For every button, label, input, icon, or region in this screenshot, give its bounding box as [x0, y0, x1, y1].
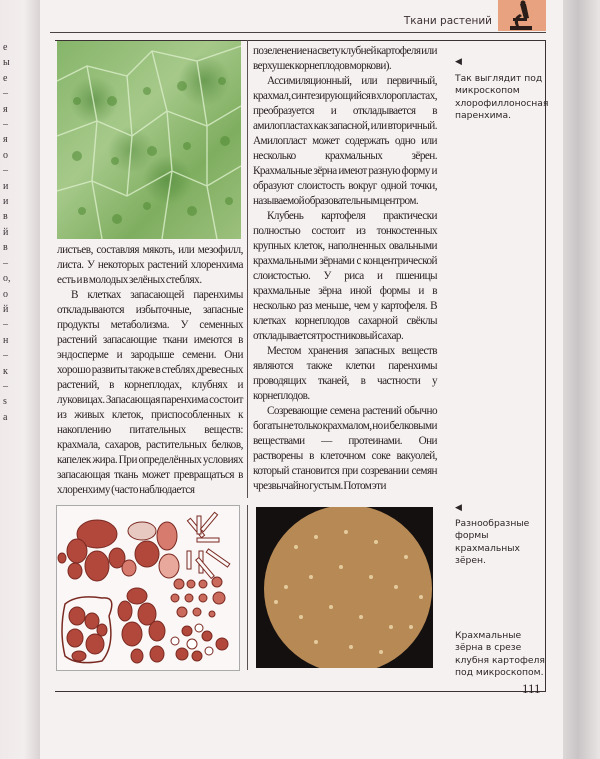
- fragment-letter: а: [3, 411, 8, 423]
- section-title: Ткани растений: [403, 15, 492, 27]
- paragraph: листьев, составляя мякоть, или мезофилл, листа. У некоторых растений хлоренхима есть и в молодых зелёных стеблях.: [57, 244, 243, 286]
- paragraph: позеленение на свету клубней картофеля или верхушек корнеплодов моркови).: [253, 45, 437, 72]
- fragment-letter: о,: [3, 273, 11, 285]
- fragment-letter: –: [3, 119, 8, 131]
- fragment-letter: я: [3, 134, 8, 146]
- caption-starch-forms: Разнообразные формы крахмальных зёрен.: [455, 518, 530, 567]
- fragment-letter: –: [3, 350, 8, 362]
- column-divider: [247, 40, 248, 498]
- fragment-letter: й: [3, 303, 9, 315]
- fragment-letter: в: [3, 242, 8, 254]
- fragment-letter: е: [3, 72, 8, 84]
- fragment-letter: –: [3, 319, 8, 331]
- fragment-letter: о: [3, 288, 8, 300]
- microscope-icon: [498, 0, 546, 31]
- header-rule: [50, 32, 546, 33]
- fragment-letter: к: [3, 365, 8, 377]
- fragment-letter: я: [3, 103, 8, 115]
- fragment-letter: н: [3, 334, 9, 346]
- fragment-letter: е: [3, 42, 8, 53]
- paragraph: Местом хранения запасных веществ являются также клетки паренхимы проводящих тканей, в частности у корнеплодов.: [253, 345, 437, 402]
- fragment-letter: ы: [3, 57, 10, 69]
- potato-starch-micrograph: [256, 507, 433, 668]
- arrow-left-icon: ◀: [455, 502, 462, 512]
- fragment-letter: –: [3, 380, 8, 392]
- page-number: 111: [522, 681, 541, 696]
- fragment-letter: в: [3, 211, 8, 223]
- fragment-letter: й: [3, 226, 9, 238]
- starch-grains-drawing: [56, 505, 240, 671]
- paragraph: В клетках запасающей паренхимы откладываются избыточные, запасные продукты метаболизма. У семенных растений запасающие ткани имеются в эндосперме и зародыше семени. Они хорошо развиты также в стеблях древесных растений, в корнеплодах, клубнях и луковицах. Запасающая паренхима состоит из живых клеток, приспособленных к накоплению питательных веществ: крахмала, сахаров, растительных белков, капелек жира. При определённых условиях запасающая ткань может превращаться в хлоренхиму (часто наблюдается: [57, 289, 243, 496]
- paragraph: Клубень картофеля практически полностью состоит из тонкостенных крупных клеток, наполненных овальными крахмальными зёрнами с концентрической слоистостью. У риса и пшеницы крахмальные зёрна иной формы и в несколько раз меньше, чем у картофеля. В клетках корнеплодов сахарной свёклы откладывается тростниковый сахар.: [253, 210, 437, 342]
- column-divider: [247, 505, 248, 670]
- caption-chlorophyll-parenchyma: Так выглядит под микроскопом хлорофиллоносная паренхима.: [455, 73, 549, 122]
- middle-text-column: [253, 44, 437, 494]
- fragment-letter: и: [3, 180, 9, 192]
- fragment-letter: –: [3, 88, 8, 100]
- book-spine-edge: [563, 0, 600, 759]
- fragment-letter: s: [3, 396, 7, 408]
- paragraph: Созревающие семена растений обычно богаты не только крахмалом, но и белковыми веществами — протеинами. Они растворены в клеточном соке вакуолей, который становится при созревании семян чрезвычайно густым. Потом эти: [253, 405, 437, 492]
- fragment-letter: –: [3, 257, 8, 269]
- fragment-letter: о: [3, 149, 8, 161]
- fragment-letter: и: [3, 196, 9, 208]
- paragraph: Ассимиляционный, или первичный, крахмал, синтезирующийся в хлоропластах, преобразуется и откладывается в амилопластах как запасной, или вторичный. Амилопласт может содержать одно или несколько крахмальных зёрен. Крахмальные зёрна имеют разную форму и образуют слоистость вокруг одной точки, называемой образовательным центром.: [253, 75, 437, 207]
- previous-page-text-fragment: [3, 40, 17, 425]
- arrow-left-icon: ◀: [455, 56, 462, 66]
- left-text-column: [57, 243, 243, 498]
- caption-potato-starch: Крахмальные зёрна в срезе клубня картофеля под микроскопом.: [455, 630, 545, 679]
- fragment-letter: –: [3, 165, 8, 177]
- chlorophyll-parenchyma-photo: [57, 41, 241, 239]
